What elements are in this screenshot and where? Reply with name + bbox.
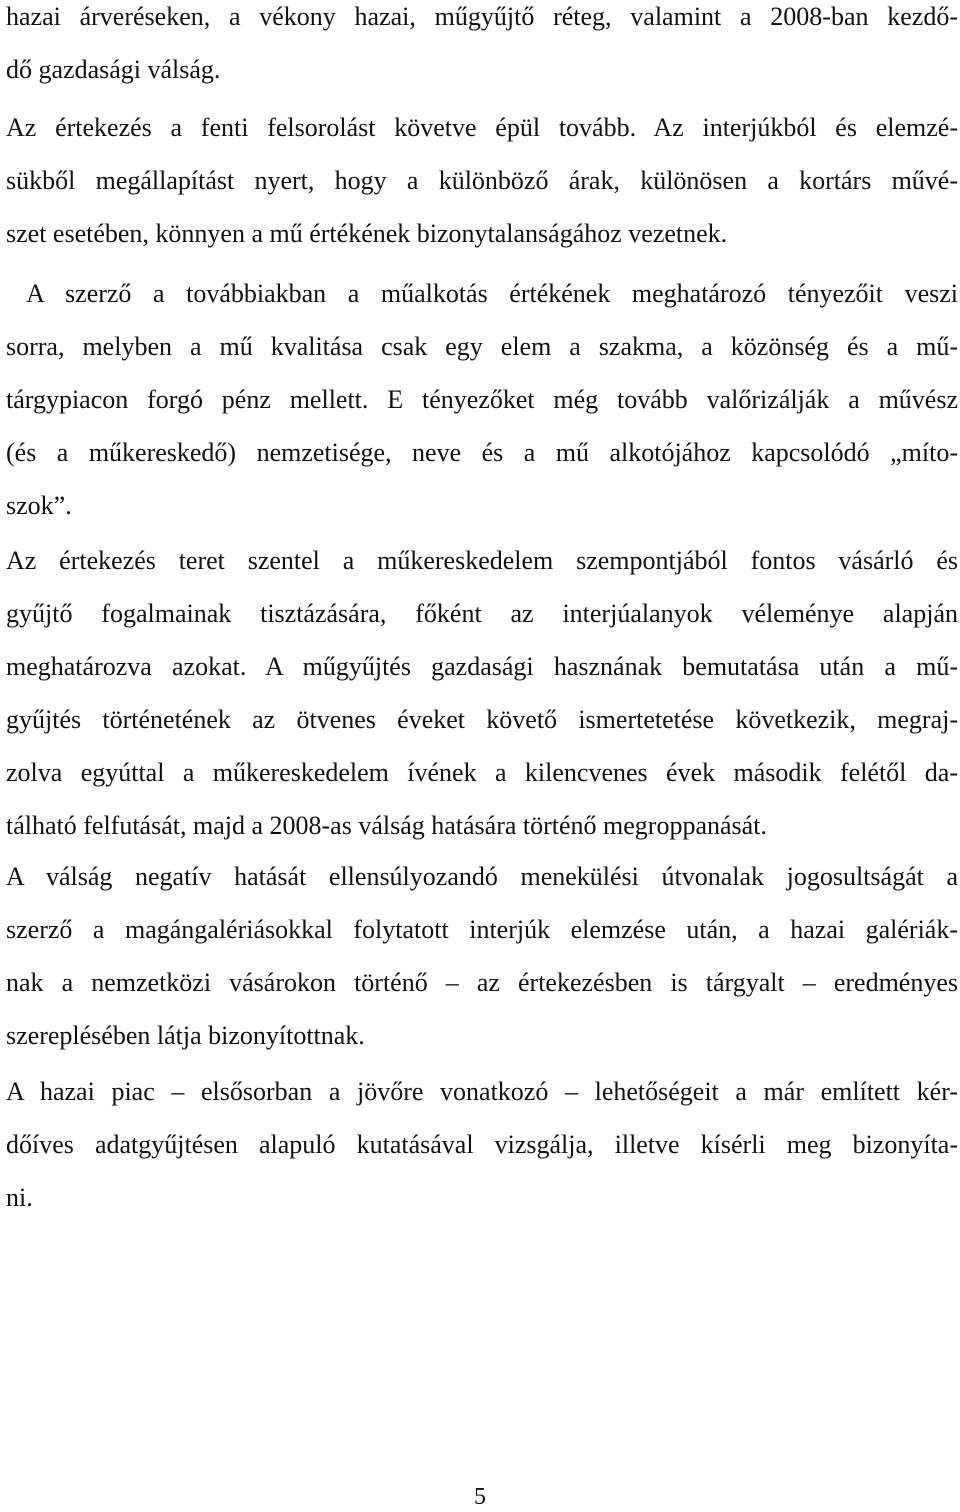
text-line: sükből megállapítást nyert, hogy a különböző árak, különösen a kortárs művé- <box>6 166 958 195</box>
text-line: A válság negatív hatását ellensúlyozandó menekülési útvonalak jogosultságát a <box>6 862 958 891</box>
text-line: szet esetében, könnyen a mű értékének bizonytalanságához vezetnek. <box>6 219 728 248</box>
text-line: dőíves adatgyűjtésen alapuló kutatásával vizsgálja, illetve kísérli meg bizonyíta- <box>6 1130 958 1159</box>
text-line: A szerző a továbbiakban a műalkotás értékének meghatározó tényezőit veszi <box>6 279 958 308</box>
text-line: tálható felfutását, majd a 2008-as válság hatására történő megroppanását. <box>6 811 767 840</box>
text-line: zolva egyúttal a műkereskedelem ívének a kilencvenes évek második felétől da- <box>6 758 958 787</box>
text-line: Az értekezés teret szentel a műkereskedelem szempontjából fontos vásárló és <box>6 546 958 575</box>
text-line: ni. <box>6 1183 33 1212</box>
text-line: Az értekezés a fenti felsorolást követve épül tovább. Az interjúkból és elemzé- <box>6 113 958 142</box>
text-line: sorra, melyben a mű kvalitása csak egy elem a szakma, a közönség és a mű- <box>6 332 958 361</box>
text-line: A hazai piac – elsősorban a jövőre vonatkozó – lehetőségeit a már említett kér- <box>6 1077 958 1106</box>
text-line: hazai árveréseken, a vékony hazai, műgyűjtő réteg, valamint a 2008-ban kezdő- <box>6 2 958 31</box>
text-line: szerző a magángalériásokkal folytatott interjúk elemzése után, a hazai galériák- <box>6 915 958 944</box>
text-line: szok”. <box>6 491 72 520</box>
paragraph <box>6 101 958 260</box>
text-line: tárgypiacon forgó pénz mellett. E tényezőket még tovább valőrizálják a művész <box>6 385 958 414</box>
text-line: nak a nemzetközi vásárokon történő – az értekezésben is tárgyalt – eredményes <box>6 968 958 997</box>
text-line: gyűjtő fogalmainak tisztázására, főként az interjúalanyok véleménye alapján <box>6 599 958 628</box>
page-number: 5 <box>474 1484 486 1510</box>
text-line: dő gazdasági válság. <box>6 55 221 84</box>
paragraph <box>6 534 958 852</box>
paragraph <box>6 0 958 96</box>
paragraph <box>6 267 958 532</box>
paragraph <box>6 850 958 1062</box>
text-line: gyűjtés történetének az ötvenes éveket követő ismertetetése következik, megraj- <box>6 705 958 734</box>
text-line: szereplésében látja bizonyítottnak. <box>6 1021 365 1050</box>
paragraph <box>6 1065 958 1224</box>
text-line: meghatározva azokat. A műgyűjtés gazdasági hasznának bemutatása után a mű- <box>6 652 958 681</box>
text-line: (és a műkereskedő) nemzetisége, neve és a mű alkotójához kapcsolódó „míto- <box>6 438 958 467</box>
